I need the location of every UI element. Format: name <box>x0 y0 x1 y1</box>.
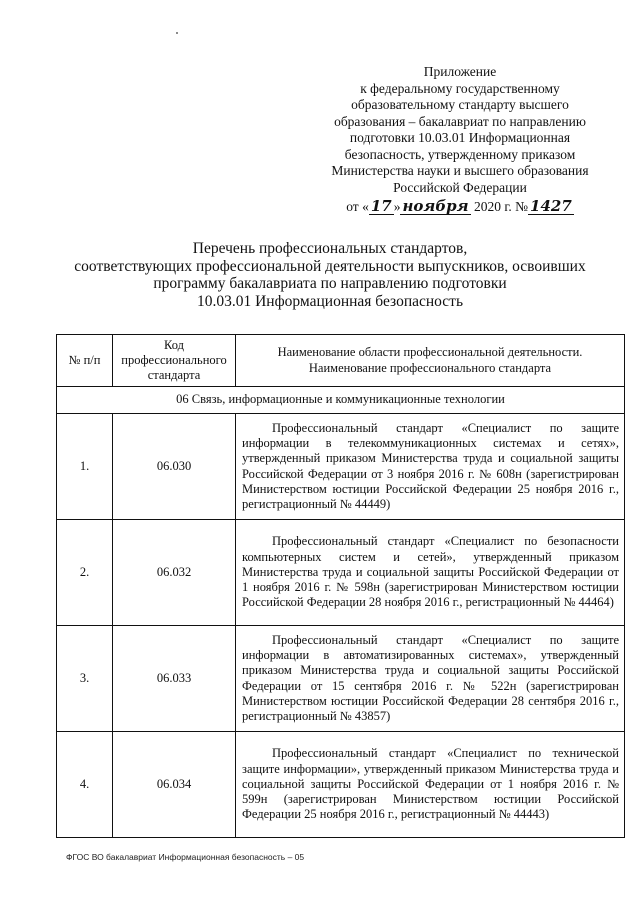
page-footer: ФГОС ВО бакалавриат Информационная безопасность – 05 <box>66 852 305 862</box>
row-description: Профессиональный стандарт «Специалист по защите информации в автоматизированных системах», утвержденный приказом Министерства труда и социальной защиты Российской Федерации от 15 сентября 2016 г. № 522н (зарегистрирован Министерством юстиции Российской Федерации 28 сентября 2016 г., регистрационный № 43857) <box>236 626 625 732</box>
row-number: 2. <box>57 520 113 626</box>
appendix-line: безопасность, утвержденному приказом <box>344 146 576 162</box>
title-line: программу бакалавриата по направлению подготовки <box>153 275 507 292</box>
table-header-row <box>57 335 625 387</box>
row-description: Профессиональный стандарт «Специалист по безопасности компьютерных систем и сетей», утвержденный приказом Министерства труда и социальной защиты Российской Федерации от 1 ноября 2016 г. № 598н (зарегистрирован Министерством юстиции Российской Федерации 28 ноября 2016 г., регистрационный № 44464) <box>236 520 625 626</box>
row-description: Профессиональный стандарт «Специалист по технической защите информации», утвержденный приказом Министерства труда и социальной защиты Российской Федерации от 1 ноября 2016 г. № 599н (зарегистрирован Министерством юстиции Российской Федерации 25 ноября 2016 г., регистрационный № 44443) <box>236 732 625 838</box>
header-num: № п/п <box>57 335 113 387</box>
table-row <box>57 520 625 626</box>
appendix-line: Российской Федерации <box>393 179 527 195</box>
appendix-line: Приложение <box>423 64 497 79</box>
handwritten-day: 17 <box>370 197 392 215</box>
document-title <box>40 240 620 310</box>
title-line: Перечень профессиональных стандартов, <box>192 240 468 257</box>
date-mid: » <box>393 199 401 214</box>
title-line: соответствующих профессиональной деятельности выпускников, освоивших <box>74 257 586 275</box>
appendix-line: к федеральному государственному <box>360 80 560 96</box>
row-number: 3. <box>57 626 113 732</box>
appendix-line: подготовки 10.03.01 Информационная <box>349 130 571 145</box>
row-number: 1. <box>57 414 113 520</box>
appendix-line: образования – бакалавриат по направлению <box>334 113 586 129</box>
row-number: 4. <box>57 732 113 838</box>
table-row <box>57 626 625 732</box>
appendix-line: образовательному стандарту высшего <box>351 97 569 112</box>
section-row <box>57 387 625 414</box>
year-text: 2020 г. № <box>473 199 529 214</box>
row-code: 06.033 <box>113 626 236 732</box>
table-row <box>57 414 625 520</box>
scan-speck <box>176 32 178 34</box>
appendix-block <box>300 64 620 216</box>
row-code: 06.030 <box>113 414 236 520</box>
order-date-line <box>300 198 620 216</box>
handwritten-order-number: 1427 <box>530 197 572 215</box>
standards-table <box>56 334 625 838</box>
header-code: Код профессионального стандарта <box>113 335 236 387</box>
header-name: Наименование области профессиональной деятельности. Наименование профессионального стандарта <box>236 335 625 387</box>
row-code: 06.034 <box>113 732 236 838</box>
appendix-line: Министерства науки и высшего образования <box>331 163 589 178</box>
date-prefix: от « <box>346 199 369 214</box>
title-line: 10.03.01 Информационная безопасность <box>196 292 464 310</box>
row-code: 06.032 <box>113 520 236 626</box>
handwritten-month: ноября <box>402 197 469 215</box>
row-description: Профессиональный стандарт «Специалист по защите информации в телекоммуникационных системах и сетях», утвержденный приказом Министерства труда и социальной защиты Российской Федерации от 3 ноября 2016 г. № 608н (зарегистрирован Министерством юстиции Российской Федерации 25 ноября 2016 г., регистрационный № 44449) <box>236 414 625 520</box>
section-title: 06 Связь, информационные и коммуникационные технологии <box>57 387 625 414</box>
table-row <box>57 732 625 838</box>
